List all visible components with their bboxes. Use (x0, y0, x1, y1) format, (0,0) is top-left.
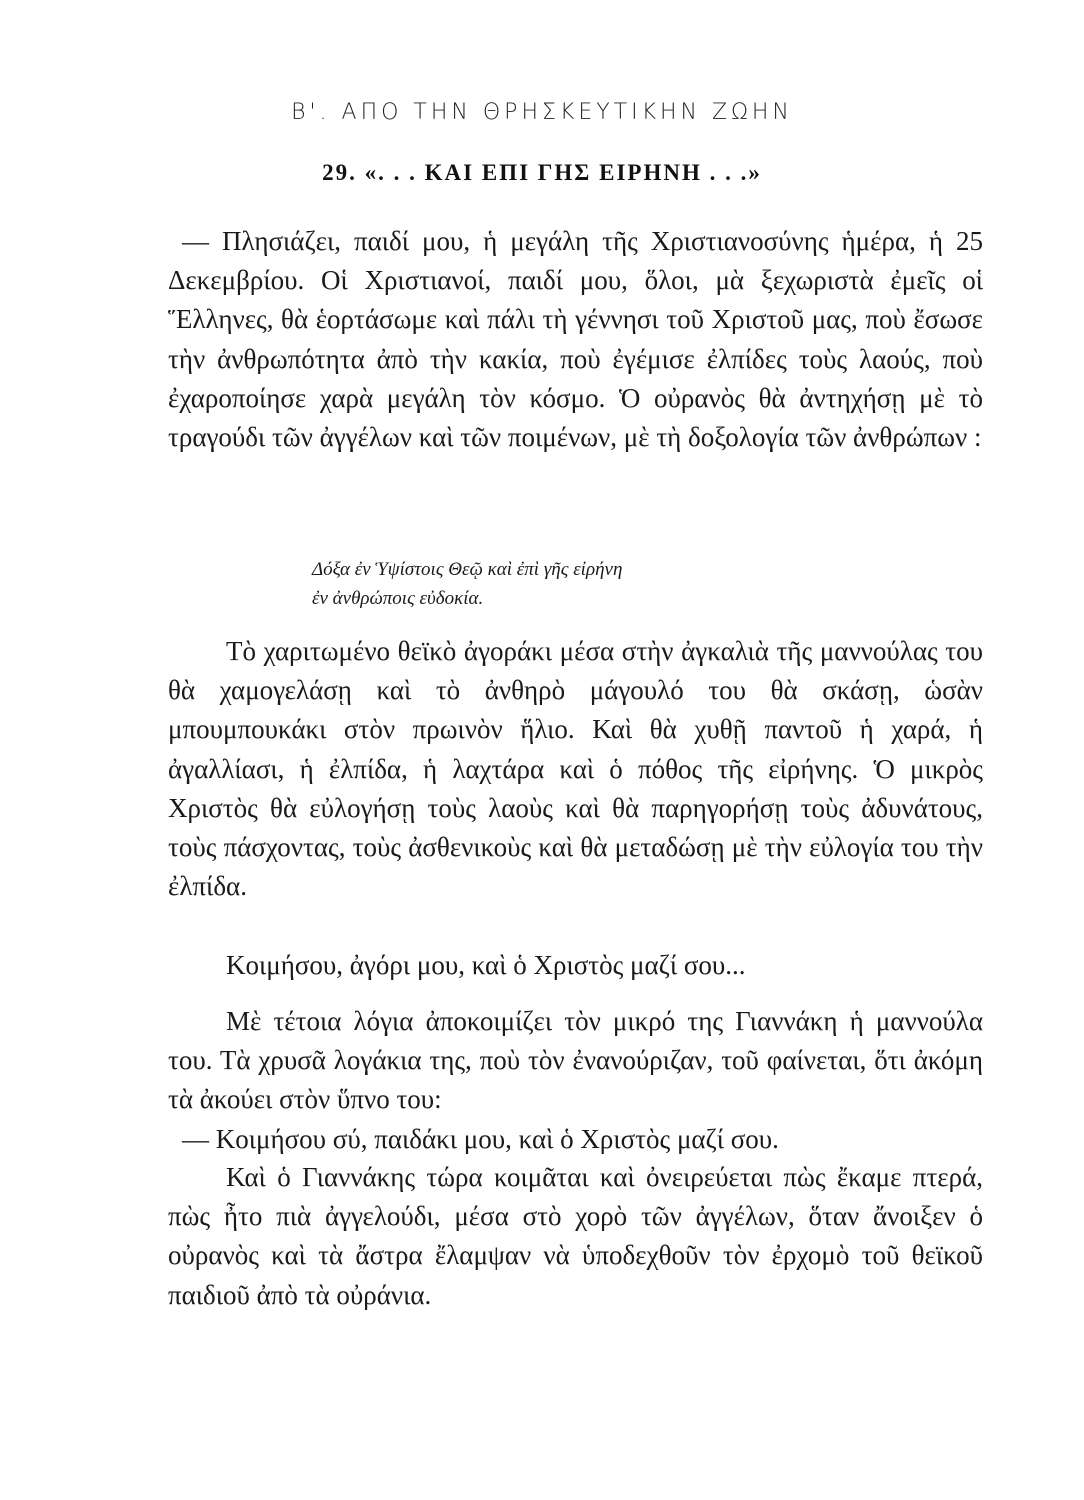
paragraph-4: Μὲ τέτοια λόγια ἀποκοιμίζει τὸν μικρό της Γιαννάκη ἡ μαννούλα του. Τὰ χρυσᾶ λογάκια της, ποὺ τὸν ἐνανούριζαν, τοῦ φαίνεται, ὅτι ἀκόμη τὰ ἀκούει στὸν ὕπνο του: (168, 1006, 983, 1115)
verse-quote (312, 555, 912, 613)
paragraph-5: — Κοιμήσου σύ, παιδάκι μου, καὶ ὁ Χριστὸς μαζί σου. (182, 1124, 779, 1154)
paragraph-2: Τὸ χαριτωμένο θεϊκὸ ἀγοράκι μέσα στὴν ἀγκαλιὰ τῆς μαννούλας του θὰ χαμογελάσῃ καὶ τὸ ἀνθηρὸ μάγουλό του θὰ σκάσῃ, ὡσὰν μπουμπουκάκι στὸν πρωινὸν ἥλιο. Καὶ θὰ χυθῇ παντοῦ ἡ χαρά, ἡ ἀγαλλίασι, ἡ ἐλπίδα, ἡ λαχτάρα καὶ ὁ πόθος τῆς εἰρήνης. Ὁ μικρὸς Χριστὸς θὰ εὐλογήσῃ τοὺς λαοὺς καὶ θὰ παρηγορήσῃ τοὺς ἀδυνάτους, τοὺς πάσχοντας, τοὺς ἀσθενικοὺς καὶ θὰ μεταδώσῃ μὲ τὴν εὐλογία του τὴν ἐλπίδα. (168, 636, 983, 902)
verse-line-2: ἐν ἀνθρώποις εὐδοκία. (312, 588, 484, 609)
paragraph-6: Καὶ ὁ Γιαννάκης τώρα κοιμᾶται καὶ ὀνειρεύεται πὼς ἔκαμε πτερά, πὼς ἦτο πιὰ ἀγγελούδι, μέσα στὸ χορὸ τῶν ἀγγέλων, ὅταν ἄνοιξεν ὁ οὐρανὸς καὶ τὰ ἄστρα ἔλαμψαν νὰ ὑποδεχθοῦν τὸν ἐρχομὸ τοῦ θεϊκοῦ παιδιοῦ ἀπὸ τὰ οὐράνια. (168, 1162, 983, 1310)
section-heading: Β'. ΑΠΟ ΤΗΝ ΘΡΗΣΚΕΥΤΙΚΗΝ ΖΩΗΝ (291, 100, 793, 125)
verse-line-1: Δόξα ἐν Ὑψίστοις Θεῷ καὶ ἐπὶ γῆς εἰρήνη (312, 559, 623, 580)
chapter-title: 29. «. . . ΚΑΙ ΕΠΙ ΓΗΣ ΕΙΡΗΝΗ . . .» (322, 160, 762, 185)
paragraph-3: Κοιμήσου, ἀγόρι μου, καὶ ὁ Χριστὸς μαζί σου... (226, 950, 746, 980)
paragraph-1: — Πλησιάζει, παιδί μου, ἡ μεγάλη τῆς Χριστιανοσύνης ἡμέρα, ἡ 25 Δεκεμβρίου. Οἱ Χριστιανοί, παιδί μου, ὅλοι, μὰ ξεχωριστὰ ἐμεῖς οἱ Ἕλληνες, θὰ ἑορτάσωμε καὶ πάλι τὴ γέννησι τοῦ Χριστοῦ μας, ποὺ ἔσωσε τὴν ἀνθρωπότητα ἀπὸ τὴν κακία, ποὺ ἐγέμισε ἐλπίδες τοὺς λαούς, ποὺ ἐχαροποίησε χαρὰ μεγάλη τὸν κόσμο. Ὁ οὐρανὸς θὰ ἀντηχήσῃ μὲ τὸ τραγούδι τῶν ἀγγέλων καὶ τῶν ποιμένων, μὲ τὴ δοξολογία τῶν ἀνθρώπων : (168, 226, 983, 453)
